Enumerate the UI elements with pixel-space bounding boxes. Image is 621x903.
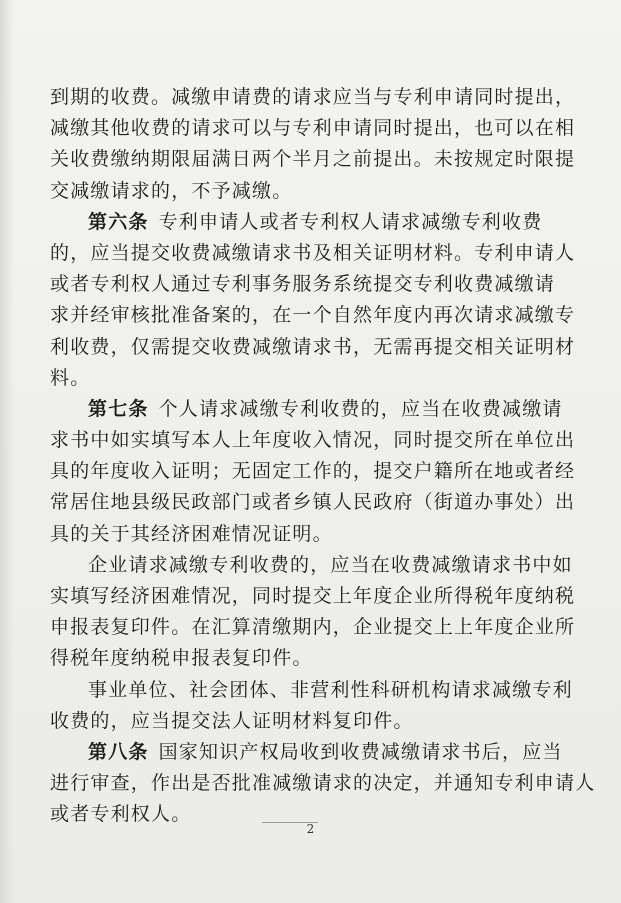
text-line: 利收费，仅需提交收费减缴请求书，无需再提交相关证明材	[50, 335, 576, 358]
article-8-heading: 第八条	[88, 740, 149, 763]
text-line: 进行审查，作出是否批准减缴请求的决定，并通知专利申请人	[50, 772, 596, 795]
text-line: 收费的，应当提交法人证明材料复印件。	[50, 709, 414, 732]
text-span: 专利申请人或者专利权人请求减缴专利收费	[158, 210, 543, 233]
scan-edge-shadow	[0, 0, 14, 903]
text-line: 实填写经济困难情况，同时提交上年度企业所得税年度纳税	[50, 585, 576, 607]
page-number: 2	[306, 822, 315, 836]
article-6-heading: 第六条	[88, 210, 149, 233]
text-line: 求书中如实填写本人上年度收入情况，同时提交所在单位出	[50, 429, 576, 452]
text-line: 交减缴请求的，不予减缴。	[50, 179, 293, 202]
text-line: 到期的收费。减缴申请费的请求应当与专利申请同时提出，	[50, 86, 576, 108]
text-line: 减缴其他收费的请求可以与专利申请同时提出，也可以在相	[50, 117, 576, 140]
article-7-heading: 第七条	[88, 397, 149, 420]
text-line: 常居住地县级民政部门或者乡镇人民政府（街道办事处）出	[50, 491, 576, 514]
text-line: 求并经审核批准备案的，在一个自然年度内再次请求减缴专	[50, 304, 576, 327]
text-line: 关收费缴纳期限届满日两个半月之前提出。未按规定时限提	[50, 148, 576, 171]
text-line: 企业请求减缴专利收费的，应当在收费减缴请求书中如	[88, 553, 573, 576]
text-span: 国家知识产权局收到收费减缴请求书后，应当	[158, 740, 563, 763]
article-7-first-line	[50, 394, 580, 425]
text-line: 得税年度纳税申报表复印件。	[50, 647, 313, 670]
article-8-first-line	[50, 737, 580, 768]
text-line: 或者专利权人通过专利事务服务系统提交专利收费减缴请	[50, 273, 556, 296]
text-span: 个人请求减缴专利收费的，应当在收费减缴请	[158, 397, 563, 420]
text-line: 料。	[50, 366, 91, 389]
text-line: 的，应当提交收费减缴请求书及相关证明材料。专利申请人	[50, 241, 576, 264]
article-6-first-line	[50, 207, 580, 238]
text-line: 申报表复印件。在汇算清缴期内，企业提交上上年度企业所	[50, 616, 576, 639]
text-line: 具的关于其经济困难情况证明。	[50, 522, 333, 545]
text-line: 或者专利权人。	[50, 803, 192, 826]
body-text	[50, 82, 596, 831]
text-line: 事业单位、社会团体、非营利性科研机构请求减缴专利	[88, 678, 573, 701]
text-line: 具的年度收入证明；无固定工作的，提交户籍所在地或者经	[50, 460, 576, 483]
